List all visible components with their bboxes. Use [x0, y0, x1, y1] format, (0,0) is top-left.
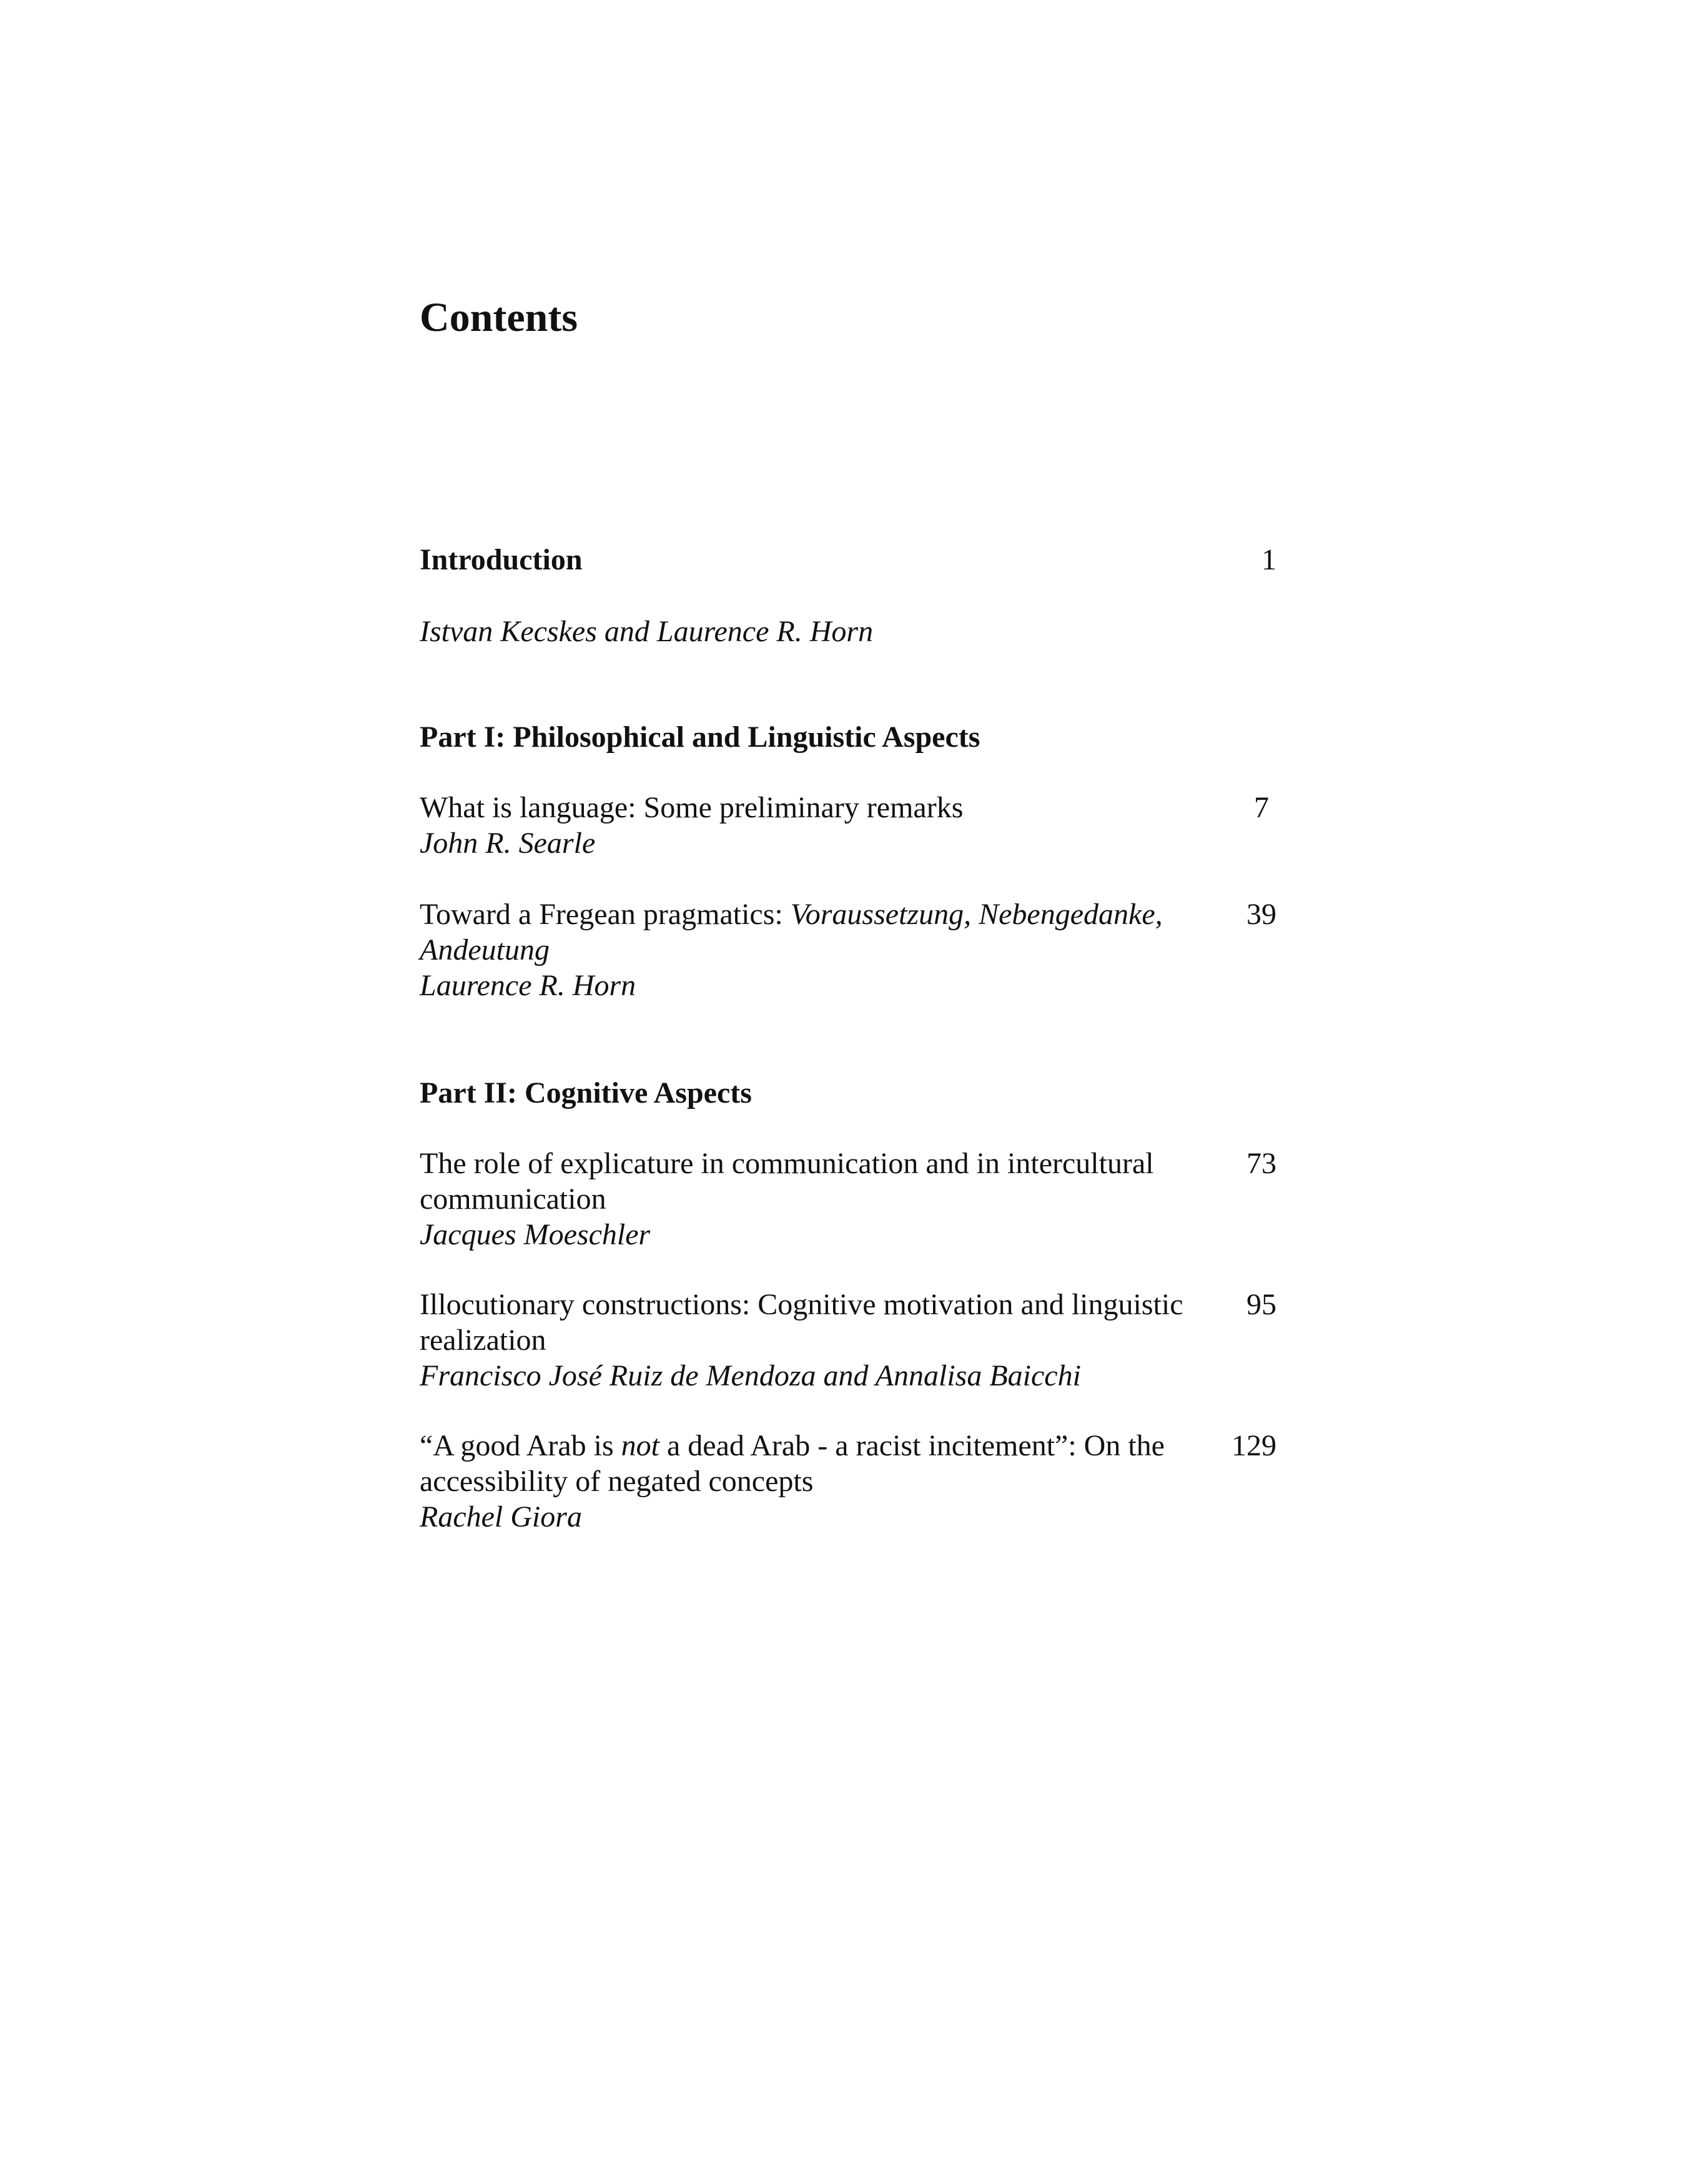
toc-entry-title-line-2: communication: [420, 1183, 606, 1216]
toc-entry-title: Introduction: [420, 543, 583, 576]
part-title: Part I: Philosophical and Linguistic Aspects: [420, 721, 980, 754]
toc-entry-author: Francisco José Ruiz de Mendoza and Annalisa Baicchi: [420, 1359, 1081, 1392]
toc-entry-introduction-authors: [420, 614, 1276, 649]
toc-page-number: 7: [1254, 791, 1269, 824]
toc-entry-title-line-1: [420, 1428, 1183, 1463]
toc-entry-title-line-2: realization: [420, 1324, 546, 1357]
page-heading: Contents: [420, 295, 578, 340]
toc-entry-title: What is language: Some preliminary remarks: [420, 791, 964, 824]
toc-entry-title-line-2: Andeutung: [420, 933, 550, 967]
toc-entry-title-line-1: Illocutionary constructions: Cognitive motivation and linguistic: [420, 1288, 1183, 1321]
toc-page-number: 73: [1246, 1147, 1276, 1180]
toc-entry[interactable]: [420, 1287, 1276, 1394]
toc-entry[interactable]: [420, 790, 1276, 861]
toc-entry-title-line-1: The role of explicature in communication and in intercultural: [420, 1147, 1154, 1180]
toc-entry-title-italic: not: [621, 1429, 659, 1462]
toc-entry-author: Istvan Kecskes and Laurence R. Horn: [420, 615, 874, 648]
part-title: Part II: Cognitive Aspects: [420, 1076, 752, 1109]
toc-entry-title-line-1: [420, 897, 1183, 932]
toc-entry-author: Rachel Giora: [420, 1500, 582, 1533]
toc-entry-title-part-b: a dead Arab - a racist incitement”: On the: [659, 1429, 1165, 1462]
toc-entry-title-part-a: “A good Arab is: [420, 1429, 621, 1462]
toc-entry[interactable]: [420, 897, 1276, 1003]
toc-entry-author: John R. Searle: [420, 827, 596, 860]
part-heading-1: [420, 719, 1276, 755]
toc-entry-author: Jacques Moeschler: [420, 1218, 651, 1251]
toc-entry-author: Laurence R. Horn: [420, 969, 636, 1002]
toc-page-number: 129: [1231, 1429, 1276, 1462]
toc-entry[interactable]: [420, 1428, 1276, 1535]
toc-page-number: 1: [1261, 543, 1276, 576]
toc-entry[interactable]: [420, 1146, 1276, 1252]
toc-entry-title-prefix: Toward a Fregean pragmatics:: [420, 898, 791, 931]
toc-page-number: 39: [1246, 898, 1276, 931]
toc-entry-title-italic: Voraussetzung, Nebengedanke,: [790, 898, 1163, 931]
toc-entry-introduction[interactable]: [420, 542, 1276, 578]
part-heading-2: [420, 1075, 1276, 1111]
toc-entry-title-line-2: accessibility of negated concepts: [420, 1465, 814, 1498]
toc-page-number: 95: [1246, 1288, 1276, 1321]
